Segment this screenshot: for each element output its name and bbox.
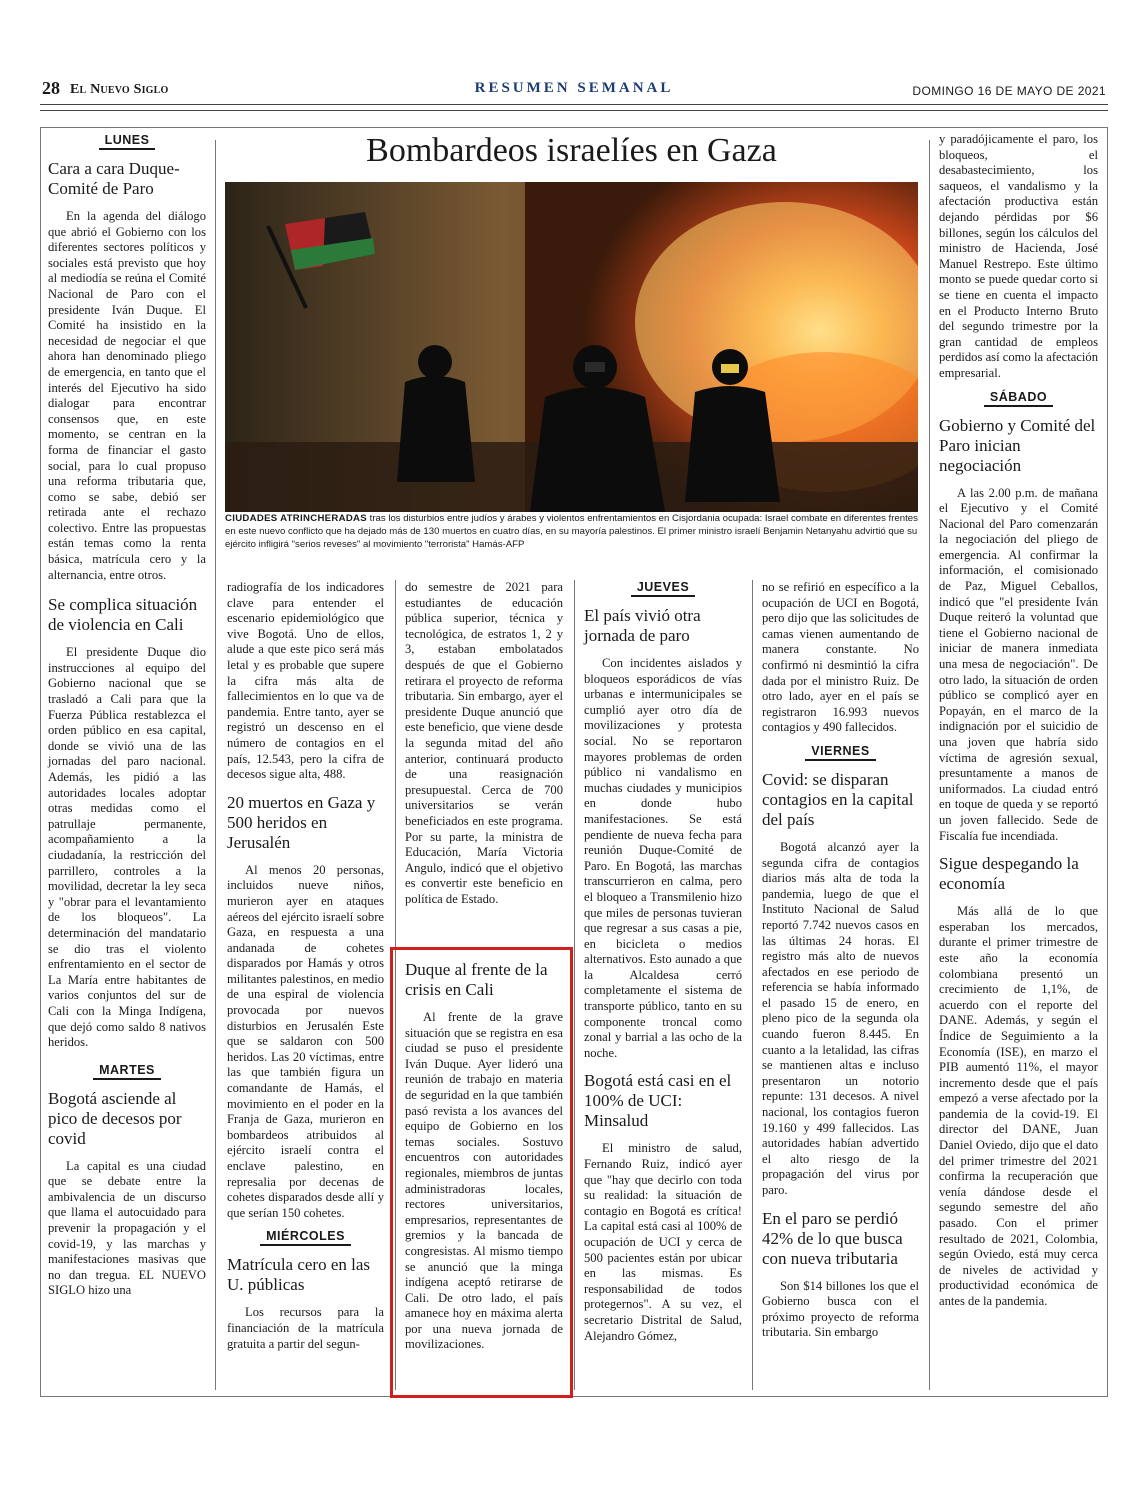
caption-lead: CIUDADES ATRINCHERADAS [225, 513, 367, 524]
article-heading: En el paro se perdió 42% de lo que busca con nueva tributaria [762, 1208, 903, 1268]
issue-date: DOMINGO 16 DE MAYO DE 2021 [912, 84, 1106, 98]
column-sabado [939, 132, 1098, 1310]
column-jueves [584, 576, 742, 1344]
article-body: La capital es una ciudad que se debate entre la ambivalencia de un discurso que llama el autocuidado para prevenir la propagación y el covid-19, y las marchas y manifestaciones masivas que no dan tregua. EL NUEVO SIGLO hizo una [48, 1158, 206, 1298]
main-headline: Bombardeos israelíes en Gaza [366, 132, 777, 169]
article-body: y paradójicamente el paro, los bloqueos, el desabastecimiento, los saqueos, el vandalismo y la afectación productiva están dejando pérdidas por $6 billones, según los cálculos del ministro de Hacienda, José Manuel Restrepo. Este último monto se puede quedar corto si se tiene en cuenta el impacto en el Producto Interno Bruto del segundo trimestre por la gran cantidad de empleos perdidos así como la afectación empresarial. [939, 132, 1098, 380]
article-body: A las 2.00 p.m. de mañana el Ejecutivo y el Comité Nacional del Paro comenzarán la negociación del pliego de emergencia. Al confirmar la información, el comisionado de Paz, Miguel Ceballos, indicó que "el presidente Iván Duque reiteró la voluntad que tiene el Gobierno nacional de iniciar de manera inmediata una mesa de negociación". De otro lado, la situación de orden público se complicó ayer en Popayán, en el marco de la indignación por el suicidio de una joven que habría sido víctima de agresión sexual, presuntamente a manos de uniformados. La ciudad entró en toque de queda y se reportó un joven fallecido. Sede de Fiscalía fue incendiada. [939, 485, 1098, 843]
highlight-box [390, 947, 573, 1398]
article-body: Son $14 billones los que el Gobierno busca con el próximo proyecto de reforma tributaria. Sin embargo [762, 1278, 919, 1340]
article-body: Los recursos para la financiación de la matrícula gratuita a partir del segun- [227, 1305, 384, 1351]
article-body: Al frente de la grave situación que se registra en esa ciudad se puso el presidente Iván Duque. Ayer lideró una reunión de trabajo en materia de seguridad en la que también pasó revista a los avances del equipo de Gobierno en los temas sociales. Sostuvo encuentros con autoridades regionales, miembros de juntas administradoras locales, rectores universitarios, empresarios, representantes de gremios y la bancada de congresistas. Al mismo tiempo se anunció que la minga indígena aceptó retirarse de Cali. De otro lado, el país amanece hoy en máxima alerta por una nueva jornada de movilizaciones. [405, 1010, 563, 1352]
article-heading: El país vivió otra jornada de paro [584, 606, 701, 645]
article-heading: Se complica situación de violencia en Cali [48, 595, 198, 635]
article-body: Con incidentes aislados y bloqueos esporádicos de vías urbanas e intermunicipales se cumplió ayer otro día de movilizaciones y protesta social. No se reportaron mayores problemas de orden público ni vandalismo en muchas ciudades y municipios en donde hubo manifestaciones. Se está pendiente de nueva fecha para reunión Duque-Comité de Paro. En Bogotá, las marchas transcurrieron en calma, pero el bloqueo a Transmilenio hizo que miles de personas tuvieran que regresar a sus casas a pie, en bicicleta o medios alternativos. Esto aunado a que la Alcaldesa cerró completamente el sistema de transporte público, tanto en su componente troncal como zonal y barrial a las ocho de la noche. [584, 656, 742, 1060]
article-body: El ministro de salud, Fernando Ruiz, indicó ayer que "hay que decirlo con toda su realidad: la situación de contagio en Bogotá es crítica! La capital está casi al 100% de ocupación de UCI y cerca de 500 pacientes están por ubicar en las mismas. Es responsabilidad de todos protegernos". A su vez, el secretario Distrital de Salud, Alejandro Gómez, [584, 1141, 742, 1343]
page-number: 28 [42, 78, 60, 98]
day-label-viernes: VIERNES [762, 744, 919, 758]
article-heading: Bogotá está casi en el 100% de UCI: Minsalud [584, 1071, 732, 1131]
article-heading: Matrícula cero en las U. públicas [227, 1255, 371, 1295]
article-heading: Bogotá asciende al pico de decesos por covid [48, 1088, 182, 1148]
column-miercoles-cont [405, 580, 563, 907]
column-divider [574, 580, 575, 1390]
column-divider [929, 140, 930, 1390]
article-body: Bogotá alcanzó ayer la segunda cifra de contagios diarios más alta de toda la pandemia, luego de que el Instituto Nacional de Salud reportó 7.742 nuevos casos en las últimas 24 horas. El registro más alto de nuevos afectados en ese periodo de referencia se había informado el pasado 15 de enero, en pleno pico de la segunda ola cuando fueron 8.445. En cuanto a la letalidad, las cifras se mantienen altas e incluso presentaron un notorio repunte: 131 decesos. A nivel nacional, los contagios fueron 19.160 y 499 fallecidos. Las autoridades habían advertido el alto riesgo de la propagación del virus por paro. [762, 839, 919, 1197]
article-body: En la agenda del diálogo que abrió el Gobierno con los diferentes sectores políticos y sociales está previsto que hoy al mediodía se reúna el Comité Nacional de Paro con el presidente Iván Duque. El Comité ha insistido en la necesidad de negociar el que ahora han denominado pliego de emergencia, en tanto que el interés del Ejecutivo ha sido dialogar para encontrar consensos que, en este momento, se centran en la forma de financiar el gasto social, para lo cual propuso una reforma tributaria que, como se sabe, debió ser retirada ante el rechazo colectivo. Entre las propuestas están temas como la renta básica, matrícula cero y la alternancia, entre otros. [48, 209, 206, 582]
section-title: RESUMEN SEMANAL [474, 80, 674, 96]
article-heading: Duque al frente de la crisis en Cali [405, 960, 548, 999]
header-rule [40, 104, 1108, 105]
protest-photo-illustration [225, 182, 918, 512]
article-heading: Gobierno y Comité del Paro inician negociación [939, 415, 1096, 475]
article-body: radiografía de los indicadores clave para entender el escenario epidemiológico que vive Bogotá. Uno de ellos, alude a que este pico será más letal y es probable que supere la cifra más alta de fallecimientos en lo que va de pandemia. Entre tanto, ayer se registró un descenso en el número de contagios en el país, 12.543, pero la cifra de decesos sigue alta, 488. [227, 580, 384, 782]
article-body: Más allá de lo que esperaban los mercados, durante el primer trimestre de este año la economía colombiana presentó un crecimiento de 1,1%, de acuerdo con el reporte del DANE. Además, y según el Índice de Seguimiento a la Economía (ISE), en marzo el PIB aumentó 11%, el mayor incremento desde que el país empezó a verse afectado por la pandemia de la covid-19. El director del DANE, Juan Daniel Oviedo, dijo que el dato del primer trimestre del 2021 confirma la recuperación que venía dándose desde el segundo semestre del año pasado. Con el primer resultado de 2021, Colombia, según Oviedo, está muy cerca de niveles de actividad y productividad económica de antes de la pandemia. [939, 904, 1098, 1308]
article-heading: Sigue despegando la economía [939, 854, 1079, 894]
column-divider [215, 140, 216, 1390]
article-heading: Cara a cara Duque-Comité de Paro [48, 159, 180, 198]
photo-caption [225, 512, 918, 551]
header-rule-secondary [40, 110, 1108, 111]
day-label-miercoles: MIÉRCOLES [227, 1229, 384, 1243]
column-lunes-martes [48, 129, 206, 1299]
article-body: do semestre de 2021 para estudiantes de educación pública superior, técnica y tecnológica, de estratos 1, 2 y 3, estaban embolatados después de que el Gobierno retirara el proyecto de reforma tributaria. Sin embargo, ayer el presidente Duque anunció que este beneficio, que viene desde la segunda mitad del año anterior, continuará producto de una reasignación presupuestal. Cerca de 700 universitarios se verán beneficiados en este programa. Por su parte, la ministra de Educación, María Victoria Angulo, indicó que el objetivo es convertir este beneficio en política de Estado. [405, 580, 563, 906]
article-body: Al menos 20 personas, incluidos nueve niños, murieron ayer en ataques aéreos del ejército israelí sobre Gaza, en respuesta a una andanada de cohetes disparados por Hamás y otros militantes palestinos, en medio de una espiral de violencia provocada por nuevos disturbios en Jerusalén Este que se saldaron con 500 heridos. Las 20 víctimas, entre las que también figura un comandante de Hamás, el movimiento en el poder en la Franja de Gaza, murieron en bombardeos atribuidos al ejército israelí contra el enclave palestino, en represalia por decenas de cohetes disparados desde allí y que serían 150 cohetes. [227, 862, 384, 1220]
article-body: no se refirió en específico a la ocupación de UCI en Bogotá, pero dijo que las solicitudes de camas vienen aumentando de manera constante. No confirmó ni desmintió la cifra dada por el ministro Ruiz. De otro lado, ayer en el país se registraron 16.993 nuevos contagios y 490 fallecidos. [762, 580, 919, 735]
column-viernes [762, 580, 919, 1341]
column-divider [752, 580, 753, 1390]
newspaper-name: El Nuevo Siglo [70, 82, 169, 97]
day-label-lunes: LUNES [48, 133, 206, 147]
news-photo [225, 182, 918, 512]
caption-body: tras los disturbios entre judíos y árabes y violentos enfrentamientos en Cisjordania ocupada: Israel combate en diferentes frentes en este nuevo conflicto que ha dejado más de 130 muertos en cuatro días, en su mayoría palestinos. El primer ministro israelí Benjamin Netanyahu advirtió que su ejército infligirá "serios reveses" al movimiento "terrorista" Hamás-AFP [225, 513, 918, 550]
day-label-martes: MARTES [48, 1063, 206, 1077]
article-heading: Covid: se disparan contagios en la capital del país [762, 769, 914, 829]
day-label-jueves: JUEVES [584, 580, 742, 594]
day-label-sabado: SÁBADO [939, 390, 1098, 404]
article-body: El presidente Duque dio instrucciones al equipo del Gobierno nacional que se trasladó a Cali para que la Fuerza Pública restablezca el orden público en esa capital, donde se vivió una de las jornadas del paro nacional. Además, les pidió a las autoridades locales adoptar otras medidas como el patrullaje permanente, acompañamiento a la ciudadanía, la restricción del parrillero, controles a la movilidad, decretar la ley seca y "obrar para el levantamiento de los bloqueos". La determinación del mandatario se dio tras el violento enfrentamiento en el sector de La María entre habitantes de varios conjuntos del sur de Cali con la Minga Indígena, que dejó como saldo 8 nativos heridos. [48, 645, 206, 1050]
article-heading: 20 muertos en Gaza y 500 heridos en Jerusalén [227, 792, 376, 852]
column-martes-miercoles [227, 580, 384, 1352]
